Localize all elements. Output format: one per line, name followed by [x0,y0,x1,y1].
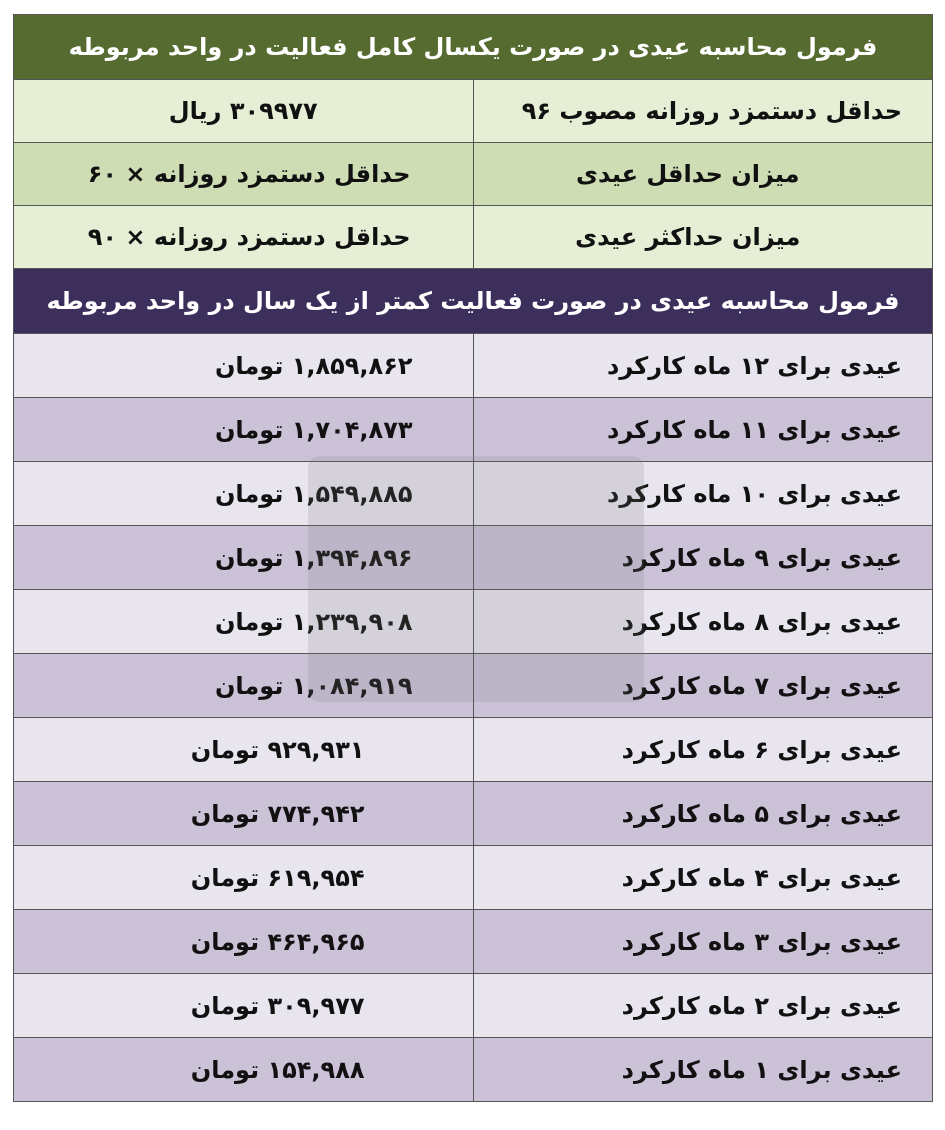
label-cell: عیدی برای ۱ ماه کارکرد [473,1038,933,1102]
label-cell: عیدی برای ۱۲ ماه کارکرد [473,334,933,398]
value-cell: ۳۰۹۹۷۷ ریال [14,80,474,143]
value-cell: ۱,۷۰۴,۸۷۳ تومان [14,398,474,462]
value-cell: حداقل دستمزد روزانه × ۶۰ [14,143,474,206]
label-cell: عیدی برای ۹ ماه کارکرد [473,526,933,590]
value-cell: ۶۱۹,۹۵۴ تومان [14,846,474,910]
label-cell: عیدی برای ۱۰ ماه کارکرد [473,462,933,526]
value-cell: ۱,۳۹۴,۸۹۶ تومان [14,526,474,590]
value-cell: حداقل دستمزد روزانه × ۹۰ [14,206,474,269]
table-row [14,910,933,974]
label-cell: حداقل دستمزد روزانه مصوب ۹۶ [473,80,933,143]
value-cell: ۱,۰۸۴,۹۱۹ تومان [14,654,474,718]
label-cell: عیدی برای ۴ ماه کارکرد [473,846,933,910]
value-cell: ۱,۲۳۹,۹۰۸ تومان [14,590,474,654]
value-cell: ۴۶۴,۹۶۵ تومان [14,910,474,974]
header-full-year: فرمول محاسبه عیدی در صورت یکسال کامل فعالیت در واحد مربوطه [14,15,933,80]
watermark-logo [308,456,644,702]
header-partial-year: فرمول محاسبه عیدی در صورت فعالیت کمتر از یک سال در واحد مربوطه [14,269,933,334]
table-row [14,334,933,398]
label-cell: عیدی برای ۷ ماه کارکرد [473,654,933,718]
table-row [14,718,933,782]
label-cell: عیدی برای ۶ ماه کارکرد [473,718,933,782]
value-cell: ۱,۵۴۹,۸۸۵ تومان [14,462,474,526]
label-cell: عیدی برای ۳ ماه کارکرد [473,910,933,974]
label-cell: عیدی برای ۱۱ ماه کارکرد [473,398,933,462]
label-cell: میزان حداقل عیدی [473,143,933,206]
label-cell: عیدی برای ۵ ماه کارکرد [473,782,933,846]
value-cell: ۳۰۹,۹۷۷ تومان [14,974,474,1038]
label-cell: عیدی برای ۲ ماه کارکرد [473,974,933,1038]
table-row [14,80,933,143]
label-cell: عیدی برای ۸ ماه کارکرد [473,590,933,654]
value-cell: ۱,۸۵۹,۸۶۲ تومان [14,334,474,398]
table-row [14,143,933,206]
header-partial-year-row [14,269,933,334]
table-row [14,782,933,846]
value-cell: ۹۲۹,۹۳۱ تومان [14,718,474,782]
table-row [14,974,933,1038]
value-cell: ۱۵۴,۹۸۸ تومان [14,1038,474,1102]
table-row [14,398,933,462]
table-row [14,846,933,910]
value-cell: ۷۷۴,۹۴۲ تومان [14,782,474,846]
table-row [14,1038,933,1102]
label-cell: میزان حداکثر عیدی [473,206,933,269]
header-full-year-row [14,15,933,80]
table-row [14,206,933,269]
